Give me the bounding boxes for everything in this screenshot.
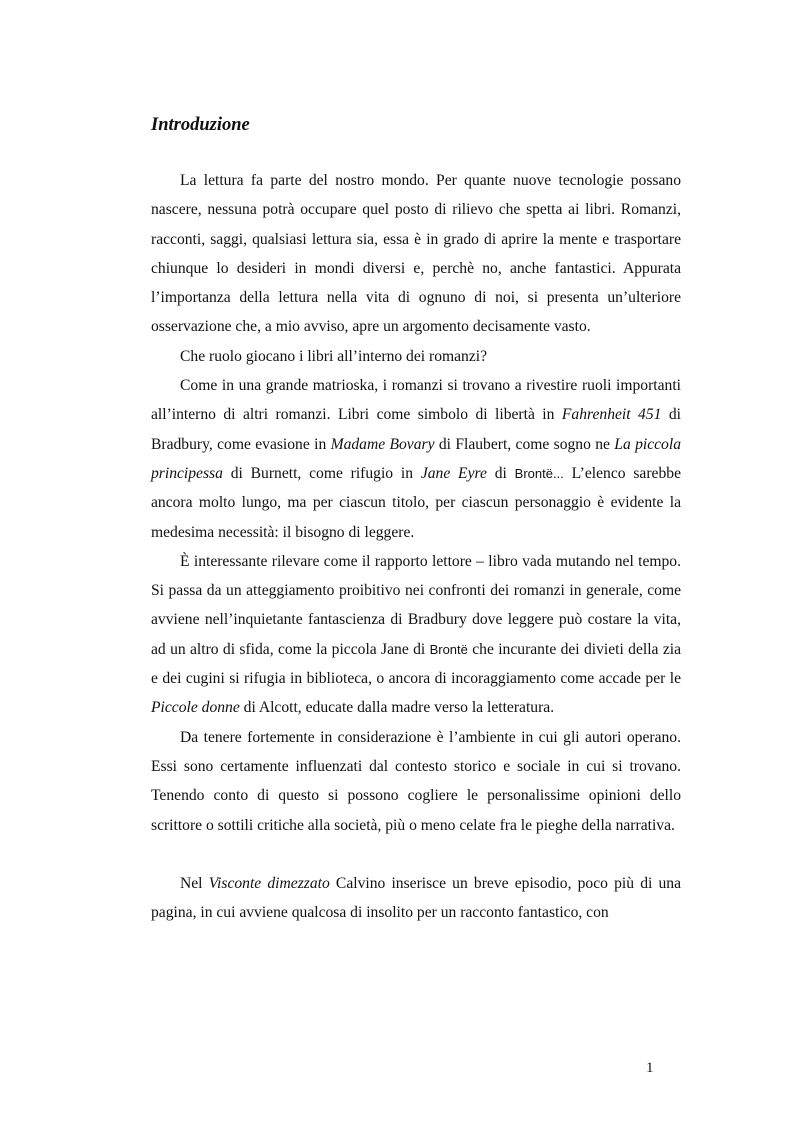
paragraph-5-text: Da tenere fortemente in considerazione è l’ambiente in cui gli autori operano. Essi sono certamente influenzati dal contesto storico e sociale in cui si trovano. Tenendo conto di questo si possono cogliere le personalissime opinioni dello scrittore o sottili critiche alla società, più o meno celate fra le pieghe della narrativa.	[151, 728, 681, 834]
paragraph-3-text: Come in una grande matrioska, i romanzi si trovano a rivestire ruoli importanti all’interno di altri romanzi. Libri come simbolo di libertà in	[151, 377, 681, 424]
book-title: Fahrenheit 451	[561, 406, 662, 424]
paragraph-5	[151, 723, 681, 840]
page-number: 1	[646, 1060, 654, 1076]
paragraph-3-text: L’elenco sarebbe ancora molto lungo, ma per ciascun titolo, per ciascun personaggio è evidente la medesima necessità: il bisogno di leggere.	[151, 464, 681, 541]
paragraph-6	[151, 869, 681, 928]
author-name: Brontë	[429, 641, 468, 657]
book-title: Jane Eyre	[420, 464, 487, 482]
book-title: La piccola principessa	[151, 435, 681, 482]
paragraph-1-text: La lettura fa parte del nostro mondo. Per quante nuove tecnologie possano nascere, nessuna potrà occupare quel posto di rilievo che spetta ai libri. Romanzi, racconti, saggi, qualsiasi lettura sia, essa è in grado di aprire la mente e trasportare chiunque lo desideri in mondi diversi e, perchè no, anche fantastici. Appurata l’importanza della lettura nella vita di ognuno di noi, si presenta un’ulteriore osservazione che, a mio avviso, apre un argomento decisamente vasto.	[151, 172, 681, 336]
author-name: Brontë...	[514, 465, 564, 481]
paragraph-4	[151, 547, 681, 723]
paragraph-3-text: di	[486, 464, 515, 482]
paragraph-3-text: di Bradbury, come evasione in	[151, 406, 682, 453]
paragraph-3-text: di Flaubert, come sogno ne	[434, 435, 615, 453]
paragraph-6-text: Nel	[180, 875, 209, 893]
book-title: Visconte dimezzato	[208, 875, 330, 893]
paragraph-2-text: Che ruolo giocano i libri all’interno dei romanzi?	[180, 347, 488, 365]
book-title: Piccole donne	[151, 699, 240, 717]
paragraph-2	[151, 342, 681, 371]
paragraph-3-text: di Burnett, come rifugio in	[222, 464, 421, 482]
paragraph-3	[151, 371, 681, 547]
paragraph-6-text: Calvino inserisce un breve episodio, poco più di una pagina, in cui avviene qualcosa di insolito per un racconto fantastico, con	[151, 875, 681, 922]
paragraph-1	[151, 166, 681, 342]
book-title: Madame Bovary	[330, 435, 435, 453]
paragraph-4-text: che incurante dei divieti della zia e dei cugini si rifugia in biblioteca, o ancora di incoraggiamento come accade per le	[151, 640, 681, 688]
body-text	[151, 166, 681, 928]
paragraph-4-text: È interessante rilevare come il rapporto lettore – libro vada mutando nel tempo. Si passa da un atteggiamento proibitivo nei confronti dei romanzi in generale, come avviene nell’inquietante fantascienza di Bradbury dove leggere può costare la vita, ad un altro di sfida, come la piccola Jane di	[151, 552, 681, 658]
section-heading: Introduzione	[151, 115, 250, 135]
paragraph-4-text: di Alcott, educate dalla madre verso la letteratura.	[239, 699, 555, 717]
